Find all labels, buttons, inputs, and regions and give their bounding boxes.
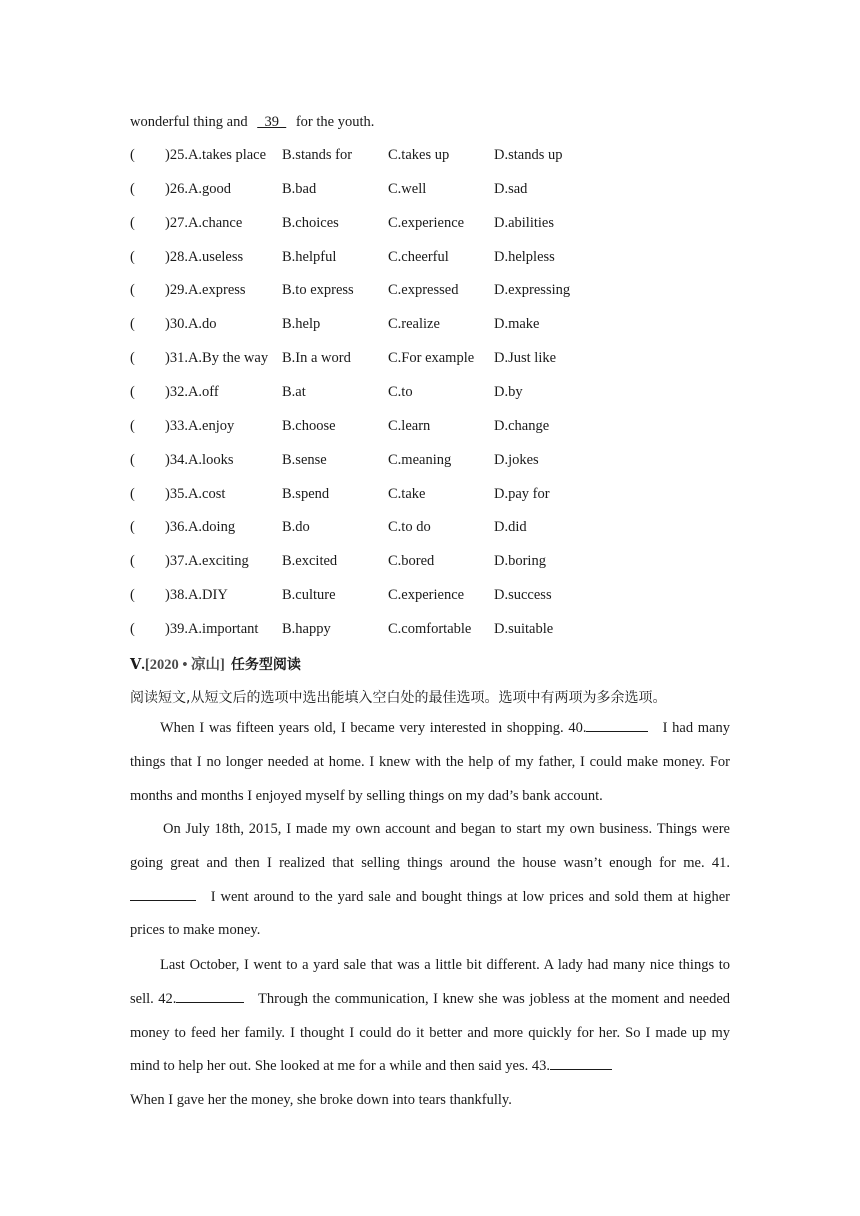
p3-text-a: Last October, I went to a yard sale that was a little bit different. A lady had many nice things to sell. 42.: [130, 957, 730, 1007]
answer-bracket: (: [130, 485, 135, 502]
answer-bracket: (: [130, 147, 135, 163]
option-c: C.expressed: [388, 282, 459, 299]
option-c: C.well: [388, 180, 427, 197]
option-d: D.abilities: [494, 214, 555, 231]
option-c: C.take: [388, 485, 426, 502]
option-b: B.do: [282, 519, 310, 536]
option-a: )29.A.express: [165, 282, 246, 299]
p3-text-b: Through the communication, I knew she was jobless at the moment and needed money to feed her family. I thought I could do it better and more quickly for her. So I made up my mind to help her out. She looked at me for a while and then said yes. 43.: [130, 990, 731, 1075]
option-b: B.help: [282, 316, 321, 333]
option-b: B.helpful: [282, 248, 337, 265]
passage-paragraph-1: [130, 712, 730, 813]
option-b: B.bad: [282, 180, 317, 197]
option-d: D.helpless: [494, 248, 555, 265]
p2-text-b: I went around to the yard sale and bought things at low prices and sold them at higher prices to make money.: [130, 888, 731, 939]
option-c: C.takes up: [388, 147, 450, 163]
option-c: C.cheerful: [388, 248, 449, 265]
option-c: C.realize: [388, 316, 440, 333]
option-d: D.jokes: [494, 451, 539, 468]
intro-text-after: for the youth.: [295, 114, 375, 130]
p1-text-a: When I was fifteen years old, I became very interested in shopping. 40.: [160, 720, 587, 736]
option-a: )36.A.doing: [165, 519, 236, 536]
option-a: )25.A.takes place: [165, 147, 267, 163]
option-d: D.change: [494, 417, 550, 434]
answer-bracket: (: [130, 316, 135, 333]
option-c: C.to: [388, 383, 413, 400]
option-b: B.choose: [282, 417, 336, 434]
option-c: C.to do: [388, 519, 431, 536]
answer-bracket: (: [130, 553, 135, 570]
section-source: [2020 • 凉山]: [144, 657, 225, 673]
option-a: )27.A.chance: [165, 214, 243, 231]
passage-paragraph-3: [130, 949, 730, 1118]
p3-text-c: When I gave her the money, she broke down into tears thankfully.: [130, 1092, 512, 1109]
answer-bracket: (: [130, 519, 135, 536]
p2-text-a: On July 18th, 2015, I made my own account and began to start my own business. Things were going great and then I realized that selling things around the house wasn’t enough for me. 41.: [130, 821, 730, 871]
option-d: D.by: [494, 383, 523, 400]
option-b: B.culture: [282, 587, 336, 604]
option-a: )37.A.exciting: [165, 553, 249, 570]
option-c: C.meaning: [388, 451, 452, 468]
option-b: B.at: [282, 383, 306, 400]
option-c: C.experience: [388, 214, 465, 231]
option-a: )26.A.good: [165, 180, 232, 197]
option-a: )31.A.By the way: [165, 350, 269, 367]
option-c: C.experience: [388, 587, 465, 604]
blank-40: [586, 717, 648, 732]
section-heading: [130, 653, 301, 674]
answer-bracket: (: [130, 180, 135, 197]
answer-bracket: (: [130, 350, 135, 367]
section-instruction: 阅读短文,从短文后的选项中选出能填入空白处的最佳选项。选项中有两项为多余选项。: [130, 690, 667, 706]
option-a: )35.A.cost: [165, 485, 226, 502]
answer-bracket: (: [130, 620, 135, 637]
option-a: )39.A.important: [165, 620, 259, 637]
option-b: B.stands for: [282, 147, 353, 163]
option-d: D.sad: [494, 180, 528, 197]
option-d: D.Just like: [494, 350, 557, 367]
option-d: D.stands up: [494, 147, 563, 163]
answer-bracket: (: [130, 383, 135, 400]
blank-43: [550, 1055, 612, 1070]
option-b: B.happy: [282, 620, 331, 637]
option-d: D.success: [494, 587, 552, 604]
option-c: C.learn: [388, 417, 431, 434]
option-b: B.sense: [282, 451, 327, 468]
intro-text-before: wonderful thing and: [130, 114, 248, 130]
option-a: )38.A.DIY: [165, 587, 228, 604]
section-title: 任务型阅读: [230, 657, 301, 673]
option-a: )33.A.enjoy: [165, 417, 235, 434]
option-d: D.suitable: [494, 620, 554, 637]
option-b: B.to express: [282, 282, 354, 299]
answer-bracket: (: [130, 248, 135, 265]
option-d: D.expressing: [494, 282, 571, 299]
option-b: B.choices: [282, 214, 339, 231]
option-b: B.spend: [282, 485, 330, 502]
option-c: C.For example: [388, 350, 475, 367]
option-a: )30.A.do: [165, 316, 217, 333]
option-d: D.make: [494, 316, 540, 333]
intro-line: [130, 114, 374, 131]
option-d: D.pay for: [494, 485, 550, 502]
answer-bracket: (: [130, 587, 135, 604]
p1-text-b: I had many things that I no longer needed at home. I knew with the help of my father, I could make money. For months and months I enjoyed myself by selling things on my dad’s bank account.: [130, 720, 731, 804]
passage-paragraph-2: [130, 813, 730, 948]
blank-42: [176, 988, 244, 1003]
answer-bracket: (: [130, 451, 135, 468]
section-number: Ⅴ.: [130, 657, 145, 673]
answer-bracket: (: [130, 417, 135, 434]
answer-bracket: (: [130, 214, 135, 231]
option-a: )32.A.off: [165, 383, 219, 400]
option-b: B.In a word: [282, 350, 351, 367]
option-a: )28.A.useless: [165, 248, 244, 265]
blank-41: [130, 886, 196, 901]
option-a: )34.A.looks: [165, 451, 234, 468]
option-b: B.excited: [282, 553, 338, 570]
answer-bracket: (: [130, 282, 135, 299]
option-c: C.comfortable: [388, 620, 472, 637]
blank-39: 39: [257, 114, 287, 130]
option-d: D.did: [494, 519, 527, 536]
option-c: C.bored: [388, 553, 435, 570]
option-d: D.boring: [494, 553, 546, 570]
